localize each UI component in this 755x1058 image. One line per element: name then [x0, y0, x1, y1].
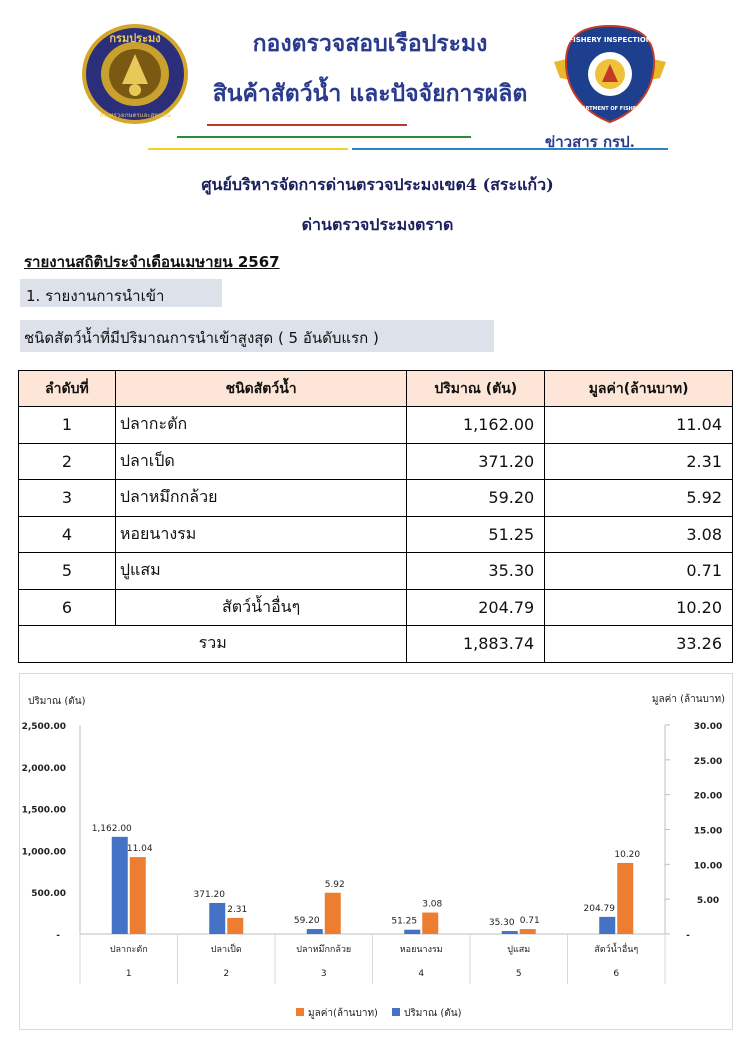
category-number: 2: [223, 969, 230, 979]
bar-value-label: 2.31: [227, 904, 248, 915]
right-axis-title: มูลค่า (ล้านบาท): [651, 694, 725, 705]
quantity-cell: 35.30: [407, 553, 545, 590]
logo-left-subtext: กระทรวงเกษตรและสหกรณ์: [99, 112, 171, 119]
rank-cell: 6: [19, 589, 116, 626]
right-tick-label: 15.00: [693, 826, 723, 837]
quantity-cell: 371.20: [407, 443, 545, 480]
table-row: [19, 407, 733, 444]
bar-quantity-label: 204.79: [583, 903, 615, 914]
category-number: 6: [613, 969, 620, 979]
bar-value-label: 3.08: [422, 899, 443, 910]
value-cell: 11.04: [545, 407, 733, 444]
category-label: ปลากะตัก: [109, 945, 148, 955]
logo-left-text: กรมประมง: [109, 32, 161, 45]
category-label: ปลาเป็ด: [210, 945, 242, 955]
right-tick-label: -: [686, 931, 690, 941]
legend-label-value: มูลค่า(ล้านบาท): [308, 1008, 378, 1019]
bar-value-label: 10.20: [614, 849, 641, 860]
right-tick-label: 25.00: [693, 756, 723, 767]
bar-value: [617, 863, 633, 934]
header-quantity: ปริมาณ (ตัน): [407, 371, 545, 407]
value-cell: 3.08: [545, 516, 733, 553]
left-tick-label: -: [56, 931, 60, 941]
left-tick-label: 1,000.00: [21, 847, 66, 858]
quantity-cell: 51.25: [407, 516, 545, 553]
bar-quantity: [599, 917, 615, 934]
category-number: 1: [125, 969, 132, 979]
value-cell: 5.92: [545, 480, 733, 517]
bar-quantity-label: 51.25: [391, 916, 418, 927]
table-row: [19, 553, 733, 590]
bar-value: [130, 857, 146, 934]
decor-line-yellow: [148, 148, 348, 150]
logo-right-subtext: DEPARTMENT OF FISHERIES: [570, 106, 650, 112]
quantity-cell: 59.20: [407, 480, 545, 517]
bar-quantity: [209, 903, 225, 934]
report-title: รายงานสถิติประจำเดือนเมษายน 2567: [24, 253, 280, 271]
quantity-cell: 1,162.00: [407, 407, 545, 444]
value-cell: 2.31: [545, 443, 733, 480]
category-label: หอยนางรม: [399, 945, 443, 955]
left-tick-label: 2,000.00: [21, 763, 66, 774]
right-tick-label: 30.00: [693, 722, 723, 732]
import-chart: [19, 673, 733, 1030]
rank-cell: 1: [19, 407, 116, 444]
species-cell: สัตว์น้ำอื่นๆ: [115, 589, 407, 626]
table-header-row: [19, 371, 733, 407]
bar-quantity: [404, 930, 420, 934]
bar-value: [520, 929, 536, 934]
table-subtitle: ชนิดสัตว์น้ำที่มีปริมาณการนำเข้าสูงสุด ( 5 อันดับแรก ): [20, 320, 494, 352]
bar-quantity: [307, 929, 323, 934]
bar-value-label: 11.04: [126, 844, 153, 855]
right-tick-label: 20.00: [693, 791, 723, 802]
species-cell: ปลาหมึกกล้วย: [115, 480, 407, 517]
logo-right-text: FISHERY INSPECTION: [568, 36, 652, 44]
table-row: [19, 516, 733, 553]
rank-cell: 5: [19, 553, 116, 590]
total-value: 33.26: [545, 626, 733, 663]
bar-quantity-label: 59.20: [293, 916, 320, 927]
decor-line-green: [177, 136, 471, 138]
bar-value: [227, 918, 243, 934]
news-label: ข่าวสาร กรป.: [545, 133, 635, 151]
center-name: ศูนย์บริหารจัดการด่านตรวจประมงเขต4 (สระแก้ว): [201, 175, 554, 194]
rank-cell: 2: [19, 443, 116, 480]
import-table: [18, 370, 733, 663]
rank-cell: 3: [19, 480, 116, 517]
header-rank: ลำดับที่: [19, 371, 116, 407]
category-number: 3: [320, 969, 327, 979]
section-label: 1. รายงานการนำเข้า: [20, 279, 222, 307]
species-cell: ปลาเป็ด: [115, 443, 407, 480]
header-species: ชนิดสัตว์น้ำ: [115, 371, 407, 407]
header-title-line2: สินค้าสัตว์น้ำ และปัจจัยการผลิต: [212, 80, 528, 107]
value-cell: 10.20: [545, 589, 733, 626]
bar-quantity: [502, 931, 518, 934]
right-tick-label: 5.00: [696, 896, 720, 907]
left-tick-label: 1,500.00: [21, 805, 66, 816]
category-number: 5: [515, 969, 522, 979]
rank-cell: 4: [19, 516, 116, 553]
category-label: สัตว์น้ำอื่นๆ: [594, 945, 639, 955]
bar-quantity: [112, 837, 128, 934]
table-row: [19, 443, 733, 480]
table-total-row: [19, 626, 733, 663]
right-tick-label: 10.00: [693, 861, 723, 872]
species-cell: ปูแสม: [115, 553, 407, 590]
bar-value-label: 0.71: [519, 916, 540, 927]
decor-line-red: [207, 124, 407, 126]
category-number: 4: [418, 969, 425, 979]
table-row: [19, 480, 733, 517]
total-label: รวม: [19, 626, 407, 663]
table-row: [19, 589, 733, 626]
bar-quantity-label: 371.20: [193, 889, 225, 900]
bar-value: [325, 893, 341, 934]
header-title-line1: กองตรวจสอบเรือประมง: [252, 30, 488, 57]
bar-quantity-label: 35.30: [488, 918, 515, 929]
bar-quantity-label: 1,162.00: [91, 823, 132, 834]
category-label: ปูแสม: [507, 945, 531, 955]
chart-svg: [20, 674, 732, 1029]
bar-value: [422, 913, 438, 934]
legend-swatch-quantity: [392, 1008, 400, 1016]
left-tick-label: 500.00: [31, 889, 66, 900]
fishery-inspection-logo: [550, 22, 670, 126]
bar-value-label: 5.92: [324, 879, 345, 890]
quantity-cell: 204.79: [407, 589, 545, 626]
header-value: มูลค่า(ล้านบาท): [545, 371, 733, 407]
category-label: ปลาหมึกกล้วย: [296, 945, 352, 955]
department-of-fisheries-logo: [82, 24, 188, 124]
legend-swatch-value: [296, 1008, 304, 1016]
office-name: ด่านตรวจประมงตราด: [301, 215, 454, 234]
value-cell: 0.71: [545, 553, 733, 590]
left-axis-title: ปริมาณ (ตัน): [28, 696, 86, 707]
left-tick-label: 2,500.00: [21, 722, 66, 732]
species-cell: ปลากะตัก: [115, 407, 407, 444]
total-quantity: 1,883.74: [407, 626, 545, 663]
species-cell: หอยนางรม: [115, 516, 407, 553]
legend-label-quantity: ปริมาณ (ตัน): [404, 1008, 462, 1019]
